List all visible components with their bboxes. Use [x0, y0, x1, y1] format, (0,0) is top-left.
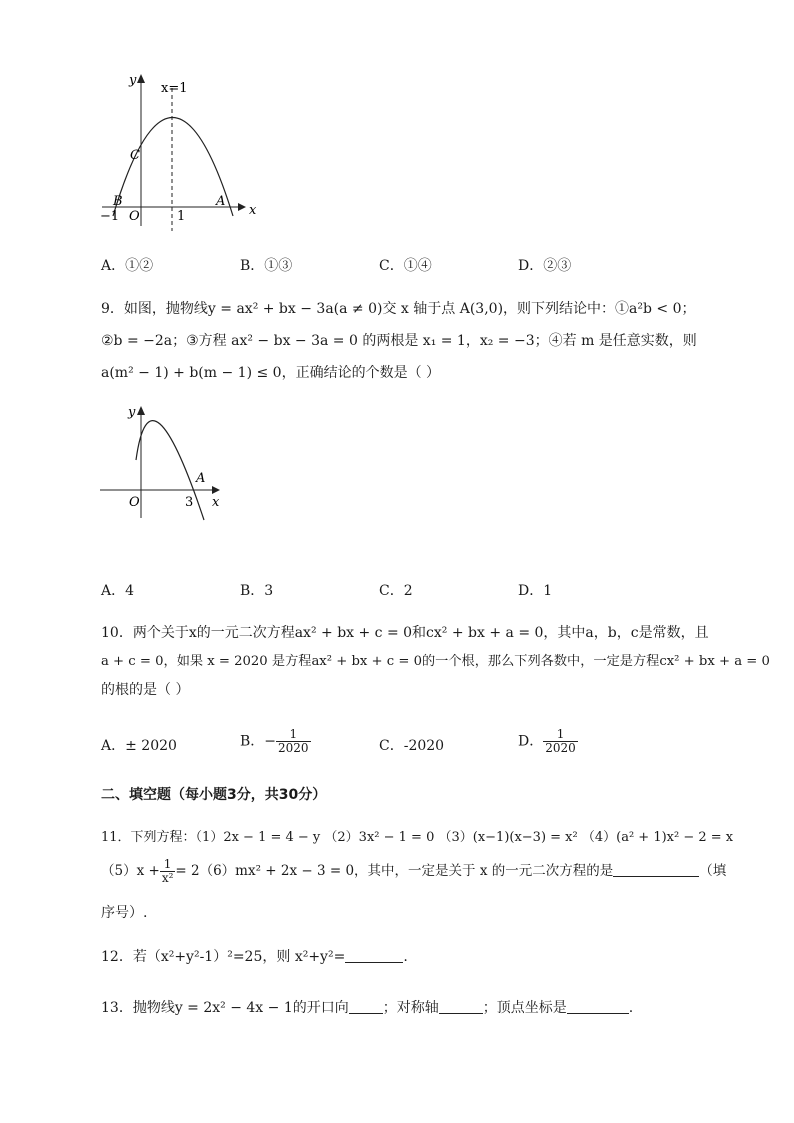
point-a-label: A — [216, 194, 226, 209]
point-b-label: B — [113, 194, 123, 209]
q13-text-b: ；对称轴 — [382, 1000, 439, 1016]
q9-option-d[interactable]: D．1 — [518, 583, 553, 599]
q13-text-d: . — [628, 1000, 634, 1016]
q13-blank-direction[interactable] — [349, 999, 383, 1014]
q11-line-2-start: （5）x + — [101, 863, 160, 879]
q13-blank-vertex[interactable] — [567, 999, 629, 1014]
q10-option-d[interactable] — [518, 728, 578, 755]
q10-option-b[interactable] — [240, 728, 311, 755]
q10-option-b-prefix: B．− — [240, 733, 277, 750]
q10-line-1: 10．两个关于x的一元二次方程ax² + bx + c = 0和cx² + bx + a = 0，其中a，b，c是常数，且 — [101, 625, 709, 641]
origin-label: O — [129, 209, 140, 224]
y-axis-label: y — [129, 73, 137, 88]
symmetry-label: x=1 — [161, 81, 188, 96]
q9-option-a[interactable]: A．4 — [101, 583, 135, 599]
q9-option-b[interactable]: B．3 — [240, 583, 274, 599]
q13-blank-axis[interactable] — [439, 999, 483, 1014]
figure-parabola-q9 — [96, 400, 226, 525]
q12-answer-blank[interactable] — [345, 948, 403, 963]
q9-x-axis-label: x — [212, 495, 220, 510]
figure-parabola-axis — [96, 66, 266, 236]
q9-y-axis-label: y — [128, 405, 136, 420]
q10-option-c[interactable]: C．-2020 — [379, 738, 445, 754]
q10-line-3: 的根的是（ ） — [101, 682, 190, 698]
q11-line-2-middle: = 2（6）mx² + 2x − 3 = 0，其中，一定是关于 x 的一元二次方程的是 — [175, 863, 614, 879]
q8-option-d[interactable]: D．②③ — [518, 258, 572, 274]
q10-option-d-fraction: $\frac{1}{2020}$ — [545, 727, 576, 755]
one-label: 1 — [177, 209, 186, 224]
section-title: 二、填空题（每小题3分，共30分） — [101, 787, 327, 803]
q13-line — [101, 997, 633, 1017]
q13-text-a: 13．抛物线y = 2x² − 4x − 1的开口向 — [101, 1000, 349, 1016]
x-axis-label: x — [249, 203, 257, 218]
q11-fraction: $\frac{1}{\text{x²}}$ — [161, 857, 174, 885]
q8-option-a[interactable]: A．①② — [101, 258, 154, 274]
q12-line — [101, 946, 408, 966]
q9-line-2: ②b = −2a；③方程 ax² − bx − 3a = 0 的两根是 x₁ = 1，x₂ = −3；④若 m 是任意实数，则 — [101, 333, 697, 349]
q11-line-2 — [101, 858, 726, 885]
q12-text: 12．若（x²+y²-1）²=25，则 x²+y²= — [101, 949, 346, 965]
q11-line-2-end: （填 — [699, 863, 727, 879]
q9-option-c[interactable]: C．2 — [379, 583, 413, 599]
q10-option-a[interactable]: A．± 2020 — [101, 738, 177, 754]
q13-text-c: ；顶点坐标是 — [482, 1000, 567, 1016]
q8-option-b[interactable]: B．①③ — [240, 258, 293, 274]
minus-one-label: −1 — [100, 209, 120, 224]
q8-option-c[interactable]: C．①④ — [379, 258, 432, 274]
q11-line-1: 11．下列方程：（1）2x − 1 = 4 − y （2）3x² − 1 = 0 （3）(x−1)(x−3) = x² （4）(a² + 1)x² − 2 = x — [101, 830, 734, 845]
point-c-label: C — [130, 148, 140, 163]
q11-line-3: 序号）. — [101, 905, 148, 921]
q9-point-a-label: A — [196, 471, 206, 486]
q9-three-label: 3 — [185, 495, 194, 510]
q10-option-d-prefix: D． — [518, 733, 544, 750]
q9-line-1: 9．如图，抛物线y = ax² + bx − 3a(a ≠ 0)交 x 轴于点 A(3,0)，则下列结论中：①a²b < 0； — [101, 301, 696, 317]
q10-option-b-fraction: $\frac{1}{2020}$ — [278, 727, 309, 755]
q11-answer-blank[interactable] — [613, 862, 699, 877]
q12-end: . — [403, 949, 408, 965]
q9-line-3: a(m² − 1) + b(m − 1) ≤ 0，正确结论的个数是（ ） — [101, 365, 441, 381]
q10-line-2: a + c = 0，如果 x = 2020 是方程ax² + bx + c = 0的一个根，那么下列各数中，一定是方程cx² + bx + a = 0 — [101, 654, 770, 669]
q9-origin-label: O — [129, 495, 140, 510]
